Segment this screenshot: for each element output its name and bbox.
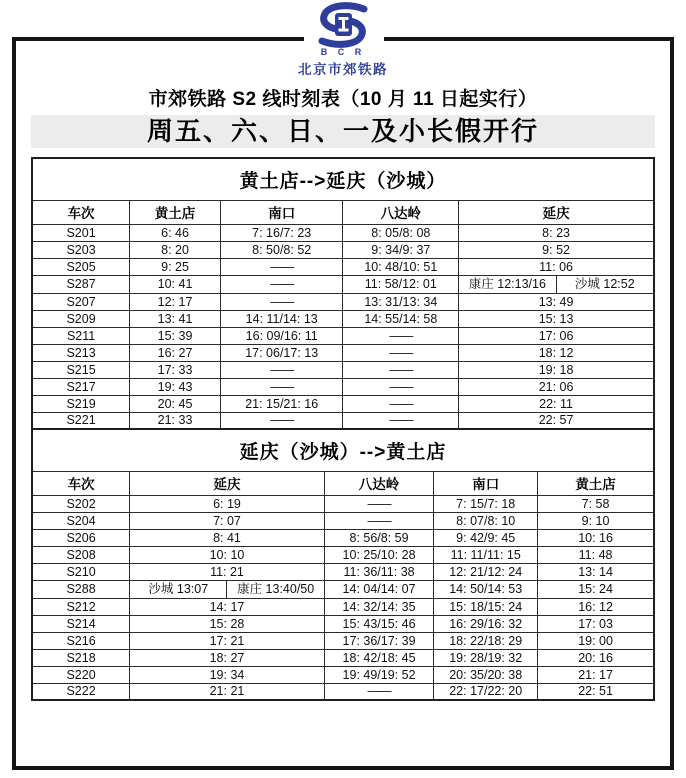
poster-subtitle: 周五、六、日、一及小长假开行 (31, 115, 655, 148)
time-cell: 20: 35/20: 38 (434, 666, 538, 683)
timetable-row (32, 224, 654, 241)
time-cell: 7: 58 (538, 495, 654, 512)
time-cell: 8: 20 (130, 241, 221, 258)
timetable-row (32, 327, 654, 344)
time-cell: 11: 58/12: 01 (343, 275, 459, 293)
time-cell: 18: 22/18: 29 (434, 632, 538, 649)
timetable-row (32, 293, 654, 310)
time-cell: 12: 21/12: 24 (434, 563, 538, 580)
column-header: 黄土店 (130, 200, 221, 224)
time-cell: 16: 29/16: 32 (434, 615, 538, 632)
time-cell: 14: 55/14: 58 (343, 310, 459, 327)
table-section-title: 延庆（沙城）-->黄土店 (32, 429, 654, 471)
train-number: S212 (32, 598, 130, 615)
train-number: S217 (32, 378, 130, 395)
timetable-row (32, 666, 654, 683)
bcr-logo-letters: B C R (320, 47, 366, 57)
time-cell: 9: 34/9: 37 (343, 241, 459, 258)
time-cell: 17: 33 (130, 361, 221, 378)
time-cell: 13: 31/13: 34 (343, 293, 459, 310)
time-cell: 10: 16 (538, 529, 654, 546)
time-cell: 20: 16 (538, 649, 654, 666)
time-cell: 16: 12 (538, 598, 654, 615)
timetables (31, 157, 655, 701)
time-cell: 10: 48/10: 51 (343, 258, 459, 275)
timetable-row (32, 412, 654, 429)
time-cell: 8: 07/8: 10 (434, 512, 538, 529)
time-cell: 19: 34 (130, 666, 325, 683)
train-number: S206 (32, 529, 130, 546)
time-cell: 6: 19 (130, 495, 325, 512)
time-cell: 9: 25 (130, 258, 221, 275)
train-number: S205 (32, 258, 130, 275)
no-stop-dash: —— (343, 412, 459, 429)
column-header: 车次 (32, 471, 130, 495)
time-cell: 8: 50/8: 52 (220, 241, 343, 258)
time-cell: 13: 41 (130, 310, 221, 327)
time-cell: 15: 24 (538, 580, 654, 598)
time-cell: 15: 18/15: 24 (434, 598, 538, 615)
bcr-logo-icon (314, 2, 372, 48)
station-time: 康庄 13:40/50 (226, 581, 323, 598)
time-cell: 10: 25/10: 28 (324, 546, 433, 563)
time-cell: 12: 17 (130, 293, 221, 310)
split-station-cell (130, 580, 325, 598)
no-stop-dash: —— (220, 378, 343, 395)
time-cell: 22: 17/22: 20 (434, 683, 538, 700)
train-number: S219 (32, 395, 130, 412)
time-cell: 17: 06/17: 13 (220, 344, 343, 361)
time-cell: 14: 04/14: 07 (324, 580, 433, 598)
timetable-row (32, 495, 654, 512)
train-number: S218 (32, 649, 130, 666)
timetable-row (32, 378, 654, 395)
bcr-logo-company: 北京市郊铁路 (298, 62, 388, 77)
time-cell: 15: 43/15: 46 (324, 615, 433, 632)
train-number: S204 (32, 512, 130, 529)
time-cell: 8: 56/8: 59 (324, 529, 433, 546)
time-cell: 10: 41 (130, 275, 221, 293)
no-stop-dash: —— (343, 344, 459, 361)
no-stop-dash: —— (343, 327, 459, 344)
time-cell: 6: 46 (130, 224, 221, 241)
timetable-row (32, 683, 654, 700)
time-cell: 9: 10 (538, 512, 654, 529)
timetable-row (32, 258, 654, 275)
time-cell: 17: 21 (130, 632, 325, 649)
time-cell: 21: 21 (130, 683, 325, 700)
time-cell: 22: 57 (459, 412, 654, 429)
column-header: 车次 (32, 200, 130, 224)
train-number: S213 (32, 344, 130, 361)
time-cell: 7: 15/7: 18 (434, 495, 538, 512)
time-cell: 13: 14 (538, 563, 654, 580)
time-cell: 14: 32/14: 35 (324, 598, 433, 615)
timetable-row (32, 649, 654, 666)
timetable-row (32, 395, 654, 412)
split-station-cell (459, 275, 654, 293)
station-time: 沙城 12:52 (556, 276, 653, 293)
timetable-yanqing-to-huangtudian (31, 428, 655, 701)
time-cell: 18: 12 (459, 344, 654, 361)
train-number: S222 (32, 683, 130, 700)
time-cell: 11: 11/11: 15 (434, 546, 538, 563)
time-cell: 19: 00 (538, 632, 654, 649)
time-cell: 7: 16/7: 23 (220, 224, 343, 241)
time-cell: 16: 27 (130, 344, 221, 361)
train-number: S221 (32, 412, 130, 429)
no-stop-dash: —— (220, 275, 343, 293)
no-stop-dash: —— (324, 512, 433, 529)
time-cell: 9: 52 (459, 241, 654, 258)
timetable-huangtudian-to-yanqing (31, 157, 655, 430)
time-cell: 19: 43 (130, 378, 221, 395)
station-time: 沙城 13:07 (148, 581, 209, 596)
no-stop-dash: —— (220, 258, 343, 275)
train-number: S211 (32, 327, 130, 344)
train-number: S207 (32, 293, 130, 310)
time-cell: 11: 21 (130, 563, 325, 580)
timetable-row (32, 275, 654, 293)
timetable-row (32, 632, 654, 649)
station-time: 康庄 12:13/16 (468, 276, 546, 291)
time-cell: 15: 13 (459, 310, 654, 327)
time-cell: 19: 28/19: 32 (434, 649, 538, 666)
no-stop-dash: —— (324, 683, 433, 700)
time-cell: 22: 11 (459, 395, 654, 412)
timetable-row (32, 615, 654, 632)
time-cell: 22: 51 (538, 683, 654, 700)
column-header: 八达岭 (324, 471, 433, 495)
time-cell: 11: 06 (459, 258, 654, 275)
timetable-row (32, 241, 654, 258)
time-cell: 14: 11/14: 13 (220, 310, 343, 327)
timetable-row (32, 546, 654, 563)
timetable-row (32, 598, 654, 615)
train-number: S288 (32, 580, 130, 598)
time-cell: 10: 10 (130, 546, 325, 563)
train-number: S208 (32, 546, 130, 563)
no-stop-dash: —— (220, 412, 343, 429)
time-cell: 21: 33 (130, 412, 221, 429)
timetable-row (32, 512, 654, 529)
column-header: 黄土店 (538, 471, 654, 495)
time-cell: 8: 23 (459, 224, 654, 241)
time-cell: 14: 17 (130, 598, 325, 615)
time-cell: 9: 42/9: 45 (434, 529, 538, 546)
train-number: S220 (32, 666, 130, 683)
time-cell: 11: 36/11: 38 (324, 563, 433, 580)
time-cell: 20: 45 (130, 395, 221, 412)
time-cell: 19: 18 (459, 361, 654, 378)
time-cell: 17: 06 (459, 327, 654, 344)
time-cell: 8: 41 (130, 529, 325, 546)
time-cell: 15: 39 (130, 327, 221, 344)
column-header: 八达岭 (343, 200, 459, 224)
time-cell: 18: 27 (130, 649, 325, 666)
train-number: S215 (32, 361, 130, 378)
time-cell: 17: 03 (538, 615, 654, 632)
time-cell: 13: 49 (459, 293, 654, 310)
no-stop-dash: —— (324, 495, 433, 512)
time-cell: 8: 05/8: 08 (343, 224, 459, 241)
column-header: 南口 (434, 471, 538, 495)
timetable-row (32, 310, 654, 327)
table-section-title: 黄土店-->延庆（沙城） (32, 158, 654, 200)
time-cell: 21: 06 (459, 378, 654, 395)
time-cell: 11: 48 (538, 546, 654, 563)
no-stop-dash: —— (343, 361, 459, 378)
timetable-row (32, 563, 654, 580)
train-number: S216 (32, 632, 130, 649)
time-cell: 19: 49/19: 52 (324, 666, 433, 683)
train-number: S287 (32, 275, 130, 293)
bcr-logo (0, 2, 686, 78)
timetable-row (32, 529, 654, 546)
time-cell: 21: 15/21: 16 (220, 395, 343, 412)
time-cell: 14: 50/14: 53 (434, 580, 538, 598)
train-number: S214 (32, 615, 130, 632)
no-stop-dash: —— (343, 395, 459, 412)
time-cell: 21: 17 (538, 666, 654, 683)
train-number: S203 (32, 241, 130, 258)
time-cell: 7: 07 (130, 512, 325, 529)
train-number: S201 (32, 224, 130, 241)
column-header: 延庆 (459, 200, 654, 224)
time-cell: 17: 36/17: 39 (324, 632, 433, 649)
timetable-row (32, 580, 654, 598)
train-number: S209 (32, 310, 130, 327)
poster-content (16, 41, 670, 701)
no-stop-dash: —— (220, 293, 343, 310)
train-number: S210 (32, 563, 130, 580)
column-header: 延庆 (130, 471, 325, 495)
column-header: 南口 (220, 200, 343, 224)
time-cell: 15: 28 (130, 615, 325, 632)
no-stop-dash: —— (220, 361, 343, 378)
timetable-row (32, 344, 654, 361)
time-cell: 18: 42/18: 45 (324, 649, 433, 666)
poster-title: 市郊铁路 S2 线时刻表（10 月 11 日起实行） (148, 89, 538, 110)
time-cell: 16: 09/16: 11 (220, 327, 343, 344)
timetable-row (32, 361, 654, 378)
train-number: S202 (32, 495, 130, 512)
no-stop-dash: —— (343, 378, 459, 395)
